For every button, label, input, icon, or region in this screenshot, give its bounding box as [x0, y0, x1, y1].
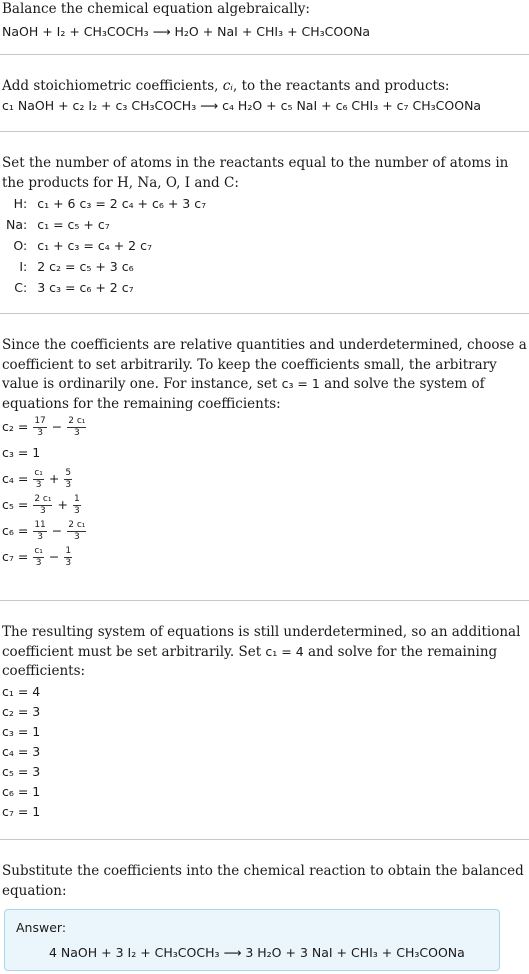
- value-c1: c₁ = 4: [2, 683, 41, 699]
- set-c3: c₃ = 1: [281, 376, 320, 392]
- balance-row-c: C: 3 c₃ = c₆ + 2 c₇: [14, 279, 134, 295]
- balanced-equation: 4 NaOH + 3 I₂ + CH₃COCH₃ ⟶ 3 H₂O + 3 NaI + CHI₃ + CH₃COONa: [49, 945, 465, 961]
- second-solve-intro: The resulting system of equations is still underdetermined, so an additional coefficient must be set arbitrarily. Set c₁ = 4 and solve for the remaining coefficients:: [2, 624, 521, 680]
- coefficients-intro: Add stoichiometric coefficients, cᵢ, to the reactants and products:: [2, 78, 450, 94]
- solution-c3: c₃ = 1: [2, 445, 41, 461]
- balance-row-o: O: c₁ + c₃ = c₄ + 2 c₇: [13, 237, 152, 253]
- solution-c4: c₄ = $\frac{\text{c₁}}{3}$ + $\frac{5}{3}$: [2, 468, 72, 491]
- value-c6: c₆ = 1: [2, 783, 41, 799]
- value-c3: c₃ = 1: [2, 723, 41, 739]
- section-coefficients: [0, 55, 529, 131]
- section-problem: [0, 0, 529, 54]
- solution-c6: c₆ = $\frac{11}{3}$ − $\frac{\text{2 c₁}}{3}$: [2, 520, 86, 543]
- answer-label: Answer:: [16, 920, 67, 936]
- value-c4: c₄ = 3: [2, 743, 41, 759]
- ci-symbol: cᵢ: [222, 78, 234, 94]
- section-second-solve: [0, 601, 529, 839]
- result-intro: Substitute the coefficients into the chemical reaction to obtain the balanced equation:: [2, 863, 524, 899]
- value-c2: c₂ = 3: [2, 703, 41, 719]
- balance-row-na: Na: c₁ = c₅ + c₇: [6, 216, 110, 232]
- section-result: [0, 840, 529, 971]
- value-c7: c₇ = 1: [2, 803, 41, 819]
- balance-row-h: H: c₁ + 6 c₃ = 2 c₄ + c₆ + 3 c₇: [13, 195, 207, 211]
- balance-row-i: I: 2 c₂ = c₅ + 3 c₆: [19, 258, 134, 274]
- first-solve-intro: Since the coefficients are relative quantities and underdetermined, choose a coefficient to set arbitrarily. To keep the coefficients small, the arbitrary value is ordinarily one. For instance, set c₃ = 1 and solve the system of equations for the remaining coefficients:: [2, 337, 527, 412]
- answer-box: [4, 909, 500, 971]
- unbalanced-equation: NaOH + I₂ + CH₃COCH₃ ⟶ H₂O + NaI + CHI₃ + CH₃COONa: [2, 23, 371, 39]
- solution-c2: c₂ = $\frac{17}{3}$ − $\frac{\text{2 c₁}}{3}$: [2, 416, 86, 439]
- solution-c7: c₇ = $\frac{\text{c₁}}{3}$ − $\frac{1}{3}$: [2, 546, 72, 569]
- solution-c5: c₅ = $\frac{\text{2 c₁}}{3}$ + $\frac{1}{3}$: [2, 494, 80, 517]
- coefficient-equation: c₁ NaOH + c₂ I₂ + c₃ CH₃COCH₃ ⟶ c₄ H₂O + c₅ NaI + c₆ CHI₃ + c₇ CH₃COONa: [2, 97, 482, 113]
- section-atom-balance: [0, 132, 529, 313]
- section-first-solve: [0, 314, 529, 600]
- atom-balance-intro: Set the number of atoms in the reactants equal to the number of atoms in the products for H, Na, O, I and C:: [2, 155, 509, 191]
- atom-balance-table: [4, 193, 208, 298]
- value-c5: c₅ = 3: [2, 763, 41, 779]
- set-c1: c₁ = 4: [265, 643, 304, 659]
- problem-intro: Balance the chemical equation algebraically:: [2, 1, 310, 17]
